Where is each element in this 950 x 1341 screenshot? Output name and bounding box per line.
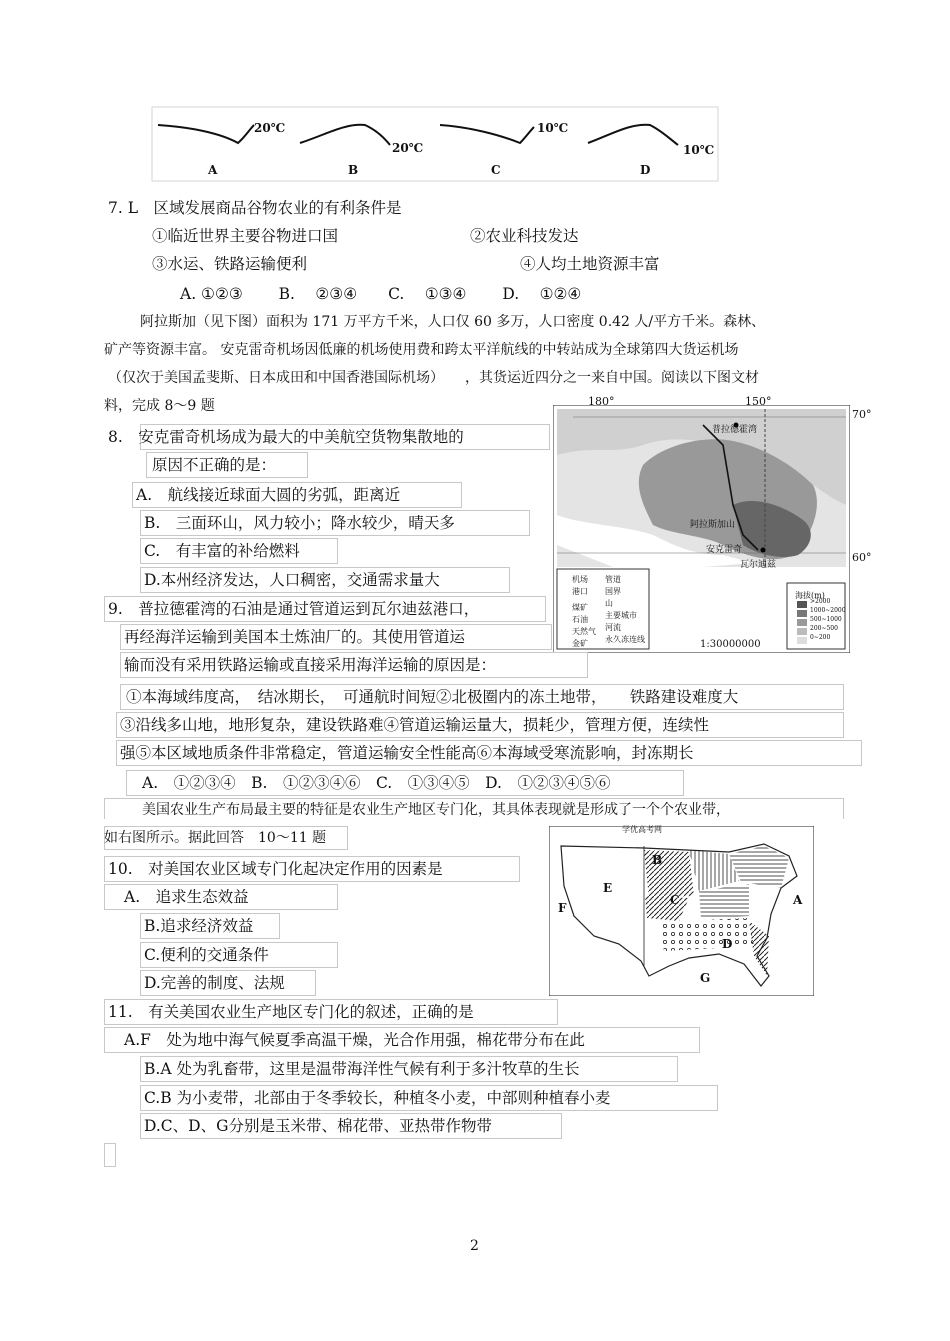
elev-legend: 500~1000 — [810, 616, 842, 623]
curve-d-label: D — [640, 163, 651, 177]
q8-stem-cont: 原因不正确的是： — [152, 456, 277, 474]
alaska-intro-line: 矿产等资源丰富。 安克雷奇机场因低廉的机场使用费和跨太平洋航线的中转站成为全球第四大货运机场 — [104, 342, 739, 358]
curve-a — [158, 125, 254, 143]
curve-d — [588, 125, 678, 145]
temperature-curves-figure — [150, 105, 720, 183]
q9-stem-cont: 再经海洋运输到美国本土炼油厂的。其使用管道运 — [124, 628, 466, 646]
q9-stem-cont: 输而没有采用铁路运输或直接采用海洋运输的原因是： — [124, 656, 497, 674]
elev-legend: >2000 — [810, 598, 831, 605]
usa-agriculture-map — [549, 826, 814, 996]
q7-option-3: ③水运、铁路运输便利 — [152, 255, 308, 273]
alaska-map-lat-60: 60° — [852, 551, 872, 564]
q11-stem: 11. 有关美国农业生产地区专门化的叙述，正确的是 — [108, 1003, 474, 1021]
q8-option-d: D.本州经济发达，人口稠密，交通需求量大 — [144, 571, 440, 589]
curve-c-temp: 10℃ — [537, 121, 569, 135]
alaska-map-legend-item: 机场 — [572, 575, 588, 584]
usa-map-label-c: C — [670, 893, 680, 907]
curve-d-temp: 10℃ — [683, 143, 715, 157]
alaska-map-legend-item: 煤矿 — [572, 603, 588, 612]
q11-option-c: C.B 为小麦带，北部由于冬季较长，种植冬小麦，中部则种植春小麦 — [144, 1089, 611, 1107]
usa-intro-line: 如右图所示。据此回答 10～11 题 — [104, 830, 327, 846]
usa-map-label-d: D — [722, 937, 733, 951]
elev-legend: 200~500 — [810, 625, 838, 632]
q9-statement-line: ①本海域纬度高， 结冰期长， 可通航时间短②北极圈内的冻土地带， 铁路建设难度大 — [126, 688, 739, 706]
alaska-map-legend-item: 管道 — [605, 575, 621, 584]
alaska-map-scale: 1:30000000 — [700, 639, 761, 650]
usa-map-label-f: F — [558, 901, 567, 915]
alaska-map-place: 瓦尔迪兹 — [740, 560, 777, 570]
alaska-intro-line: （仅次于美国孟斐斯、日本成田和中国香港国际机场） ，其货运近四分之一来自中国。阅读以下图文材 — [108, 370, 759, 386]
alaska-map-lat-70: 70° — [852, 408, 872, 421]
usa-map-label-g: G — [700, 971, 711, 985]
q7-option-1: ①临近世界主要谷物进口国 — [152, 227, 339, 245]
alaska-map-legend-item: 港口 — [572, 587, 588, 596]
curve-a-temp: 20℃ — [254, 121, 286, 135]
q10-option-b: B.追求经济效益 — [144, 917, 254, 935]
alaska-map-legend-item: 石油 — [572, 615, 588, 624]
alaska-map-lon-150: 150° — [745, 395, 772, 408]
alaska-map-place: 普拉德霍湾 — [712, 425, 758, 435]
alaska-intro-line: 阿拉斯加（见下图）面积为 171 万平方千米，人口仅 60 多万，人口密度 0.42 人/平方千米。森林、 — [140, 314, 766, 330]
usa-map-label-e: E — [603, 881, 613, 895]
alaska-map-place: 安克雷奇 — [706, 545, 743, 555]
curve-c — [440, 125, 534, 143]
q11-option-b: B.A 处为乳畜带，这里是温带海洋性气候有利于多汁牧草的生长 — [144, 1060, 580, 1078]
curve-b-label: B — [348, 163, 359, 177]
alaska-map-place: 阿拉斯加山 — [690, 520, 736, 530]
q8-option-a: A. 航线接近球面大圆的劣弧，距离近 — [136, 486, 401, 504]
usa-map-label-b: B — [652, 853, 663, 867]
alaska-map-legend-item: 金矿 — [572, 639, 588, 648]
q8-option-b: B. 三面环山，风力较小；降水较少，晴天多 — [144, 514, 455, 532]
q10-option-c: C.便利的交通条件 — [144, 946, 269, 964]
q7-option-4: ④人均土地资源丰富 — [520, 255, 660, 273]
usa-intro-line: 美国农业生产布局最主要的特征是农业生产地区专门化，其具体表现就是形成了一个个农业带， — [142, 802, 730, 818]
alaska-map-legend-item: 河流 — [605, 623, 621, 632]
q10-option-a: A. 追求生态效益 — [124, 888, 249, 906]
alaska-map-legend-item: 永久冻连线 — [605, 635, 645, 644]
alaska-map-legend-item: 国界 — [605, 587, 621, 596]
page-number: 2 — [470, 1238, 479, 1254]
q11-option-a: A.F 处为地中海气候夏季高温干燥，光合作用强，棉花带分布在此 — [124, 1031, 585, 1049]
q8-stem: 8. 安克雷奇机场成为最大的中美航空货物集散地的 — [108, 428, 464, 446]
alaska-map-lon-180: 180° — [588, 395, 615, 408]
q9-stem: 9. 普拉德霍湾的石油是通过管道运到瓦尔迪兹港口， — [108, 600, 480, 618]
curve-c-label: C — [491, 163, 501, 177]
q7-option-2: ②农业科技发达 — [470, 227, 579, 245]
q10-option-d: D.完善的制度、法规 — [144, 974, 285, 992]
elev-legend: 1000~2000 — [810, 607, 846, 614]
q7-stem: 7. L 区域发展商品谷物农业的有利条件是 — [108, 199, 402, 217]
usa-map-label-a: A — [793, 893, 803, 907]
q9-choices: A. ①②③④ B. ①②③④⑥ C. ①③④⑤ D. ①②③④⑤⑥ — [142, 774, 611, 792]
q7-choices: A. ①②③ B. ②③④ C. ①③④ D. ①②④ — [180, 285, 582, 303]
usa-map-title: 学优高考网 — [622, 825, 662, 834]
alaska-map-legend-item: 天然气 — [572, 627, 596, 636]
curve-b-temp: 20℃ — [392, 141, 424, 155]
q9-statement-line: 强⑤本区域地质条件非常稳定，管道运输安全性能高⑥本海域受寒流影响，封冻期长 — [120, 744, 694, 762]
q10-stem: 10. 对美国农业区域专门化起决定作用的因素是 — [108, 860, 443, 878]
curve-a-label: A — [208, 163, 218, 177]
curve-b — [300, 125, 390, 145]
q11-option-d: D.C、D、G分别是玉米带、棉花带、亚热带作物带 — [144, 1117, 492, 1135]
q9-statement-line: ③沿线多山地，地形复杂，建设铁路难④管道运输运量大，损耗少，管理方便，连续性 — [120, 716, 710, 734]
alaska-map-legend-item: 山 — [605, 599, 613, 608]
alaska-map-legend-title: 海拔(m) — [795, 591, 825, 600]
alaska-intro-line: 料，完成 8～9 题 — [104, 398, 215, 414]
alaska-map-legend-item: 主要城市 — [605, 611, 637, 620]
elev-legend: 0~200 — [810, 634, 831, 641]
q8-option-c: C. 有丰富的补给燃料 — [144, 542, 300, 560]
